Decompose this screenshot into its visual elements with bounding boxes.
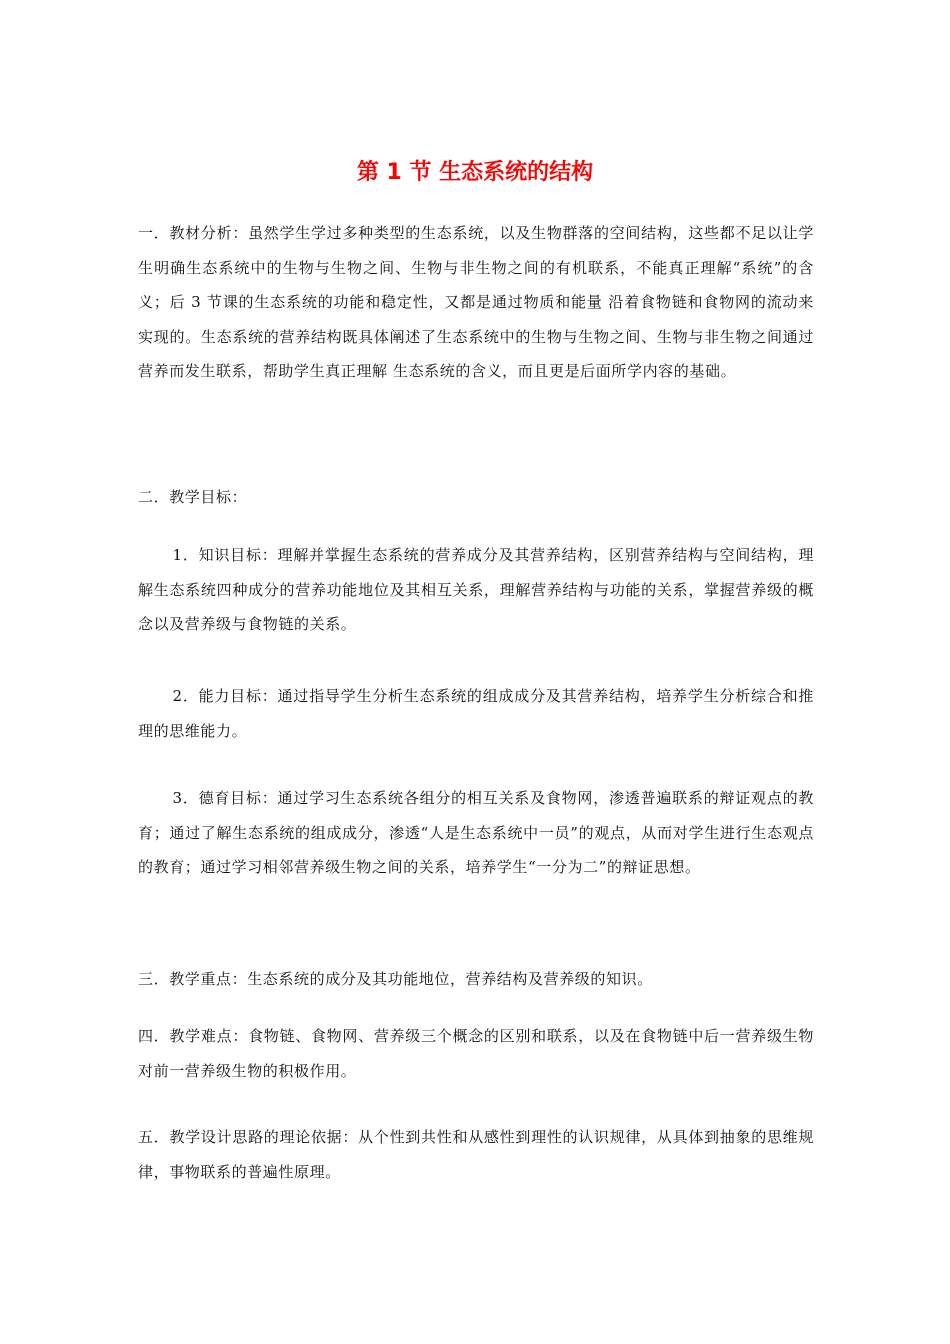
section-teaching-objectives-heading: 二．教学目标： <box>138 488 248 506</box>
objective-knowledge: 1．知识目标：理解并掌握生态系统的营养成分及其营养结构，区别营养结构与空间结构，理解生态系统四种成分的营养功能地位及其相互关系，理解营养结构与功能的关系，掌握营养级的概念以及营养级与食物链的关系。 <box>138 546 814 633</box>
page-title: 第 1 节 生态系统的结构 <box>356 160 594 185</box>
objective-ability: 2．能力目标：通过指导学生分析生态系统的组成成分及其营养结构，培养学生分析综合和推理的思维能力。 <box>138 687 814 740</box>
section-key-points: 三．教学重点：生态系统的成分及其功能地位，营养结构及营养级的知识。 <box>138 970 653 988</box>
section-difficult-points: 四．教学难点：食物链、食物网、营养级三个概念的区别和联系，以及在食物链中后一营养级生物对前一营养级生物的积极作用。 <box>138 1027 814 1080</box>
section-design-rationale: 五．教学设计思路的理论依据：从个性到共性和从感性到理性的认识规律，从具体到抽象的思维规律，事物联系的普遍性原理。 <box>138 1128 814 1181</box>
objective-moral: 3．德育目标：通过学习生态系统各组分的相互关系及食物网，渗透普遍联系的辩证观点的教育；通过了解生态系统的组成成分，渗透“人是生态系统中一员”的观点，从而对学生进行生态观点的教育；通过学习相邻营养级生物之间的关系，培养学生“一分为二”的辩证思想。 <box>138 789 814 876</box>
section-textbook-analysis: 一．教材分析：虽然学生学过多种类型的生态系统，以及生物群落的空间结构，这些都不足以让学 生明确生态系统中的生物与生物之间、生物与非生物之间的有机联系，不能真正理解“系统”的含义；后 3 节课的生态系统的功能和稳定性，又都是通过物质和能量 沿着食物链和食物网的流动来实现的。生态系统的营养结构既具体阐述了生态系统中的生物与生物之间、生物与非生物之间通过营养而发生联系，帮助学生真正理解 生态系统的含义，而且更是后面所学内容的基础。 <box>138 224 814 380</box>
